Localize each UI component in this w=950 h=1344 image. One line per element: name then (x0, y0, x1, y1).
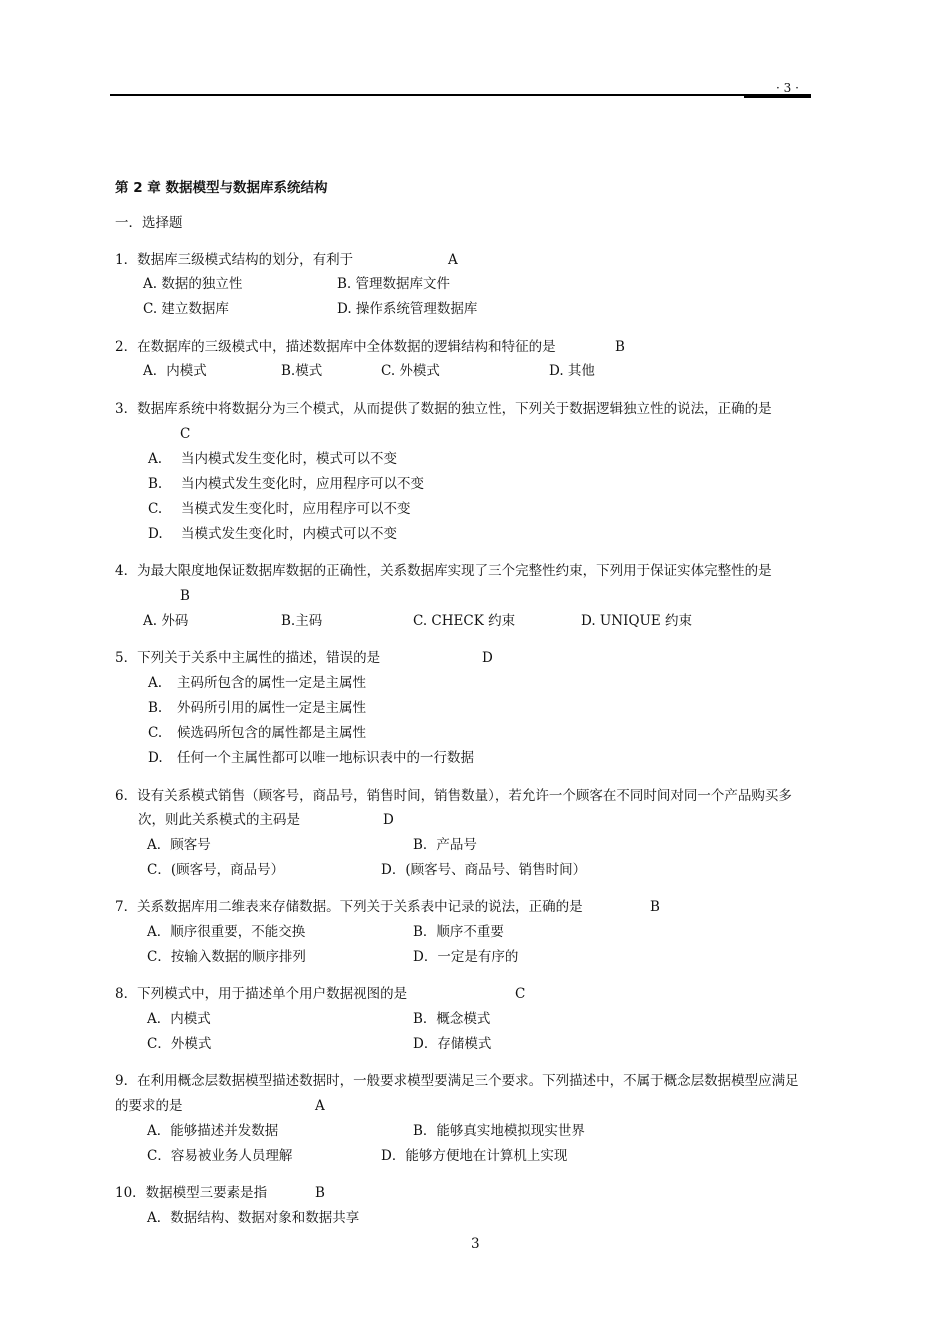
question-stem: 5．下列关于关系中主属性的描述，错误的是 (115, 650, 381, 666)
option-a-letter: A. (148, 451, 163, 467)
option-b: B. 管理数据库文件 (337, 276, 451, 292)
header-rule-accent (744, 96, 811, 98)
question-answer: B (315, 1185, 325, 1201)
question-answer: B (615, 339, 625, 355)
question-answer: A (448, 252, 458, 268)
header-rule (110, 94, 811, 96)
option-c-letter: C. (148, 725, 163, 741)
option-d-letter: D. (148, 526, 163, 542)
option-b: B．能够真实地模拟现实世界 (413, 1123, 585, 1139)
question-answer: D (383, 812, 394, 828)
option-b: B.主码 (281, 613, 323, 629)
option-b-text: 当内模式发生变化时，应用程序可以不变 (181, 476, 424, 492)
option-c-text: 候选码所包含的属性都是主属性 (177, 725, 366, 741)
option-d-letter: D. (148, 750, 163, 766)
option-d: D．能够方便地在计算机上实现 (381, 1148, 568, 1164)
option-c: C. 建立数据库 (143, 301, 229, 317)
header-page-mark: · 3 · (776, 81, 799, 95)
option-c: C．容易被业务人员理解 (147, 1148, 293, 1164)
option-d-text: 当模式发生变化时，内模式可以不变 (181, 526, 397, 542)
question-stem: 10．数据模型三要素是指 (115, 1185, 268, 1201)
option-c-letter: C. (148, 501, 163, 517)
question-answer: A (315, 1098, 325, 1114)
option-b: B.模式 (281, 363, 323, 379)
option-d: D. 操作系统管理数据库 (337, 301, 478, 317)
option-d-text: 任何一个主属性都可以唯一地标识表中的一行数据 (177, 750, 474, 766)
option-c: C. 外模式 (381, 363, 440, 379)
option-a-text: 当内模式发生变化时，模式可以不变 (181, 451, 397, 467)
section-title: 一．选择题 (115, 215, 183, 231)
chapter-title: 第 2 章 数据模型与数据库系统结构 (115, 180, 328, 196)
question-stem: 6．设有关系模式销售（顾客号，商品号，销售时间，销售数量），若允许一个顾客在不同时间对同一个产品购买多 (115, 788, 792, 804)
option-c: C．外模式 (147, 1036, 212, 1052)
option-a-text: 主码所包含的属性一定是主属性 (177, 675, 366, 691)
option-c-text: 当模式发生变化时，应用程序可以不变 (181, 501, 411, 517)
question-stem: 7．关系数据库用二维表来存储数据。下列关于关系表中记录的说法，正确的是 (115, 899, 583, 915)
option-a: A．能够描述并发数据 (147, 1123, 279, 1139)
option-b: B．概念模式 (413, 1011, 491, 1027)
question-stem: 1．数据库三级模式结构的划分，有利于 (115, 252, 354, 268)
question-stem: 9．在利用概念层数据模型描述数据时，一般要求模型要满足三个要求。下列描述中，不属于概念层数据模型应满足 (115, 1073, 799, 1089)
option-b: B．顺序不重要 (413, 924, 504, 940)
option-b-text: 外码所引用的属性一定是主属性 (177, 700, 366, 716)
option-a: A. 外码 (143, 613, 189, 629)
option-b: B．产品号 (413, 837, 477, 853)
question-answer: D (482, 650, 493, 666)
option-c: C．(顾客号，商品号） (147, 862, 285, 878)
option-d: D．(顾客号、商品号、销售时间） (381, 862, 587, 878)
option-a: A. 数据的独立性 (143, 276, 243, 292)
question-answer: C (515, 986, 526, 1002)
question-stem: 2．在数据库的三级模式中，描述数据库中全体数据的逻辑结构和特征的是 (115, 339, 556, 355)
option-c: C. CHECK 约束 (413, 613, 516, 629)
option-a: A．内模式 (147, 1011, 211, 1027)
question-stem-continued: 的要求的是 (115, 1098, 183, 1114)
option-a: A．顺序很重要，不能交换 (147, 924, 306, 940)
option-d: D. 其他 (549, 363, 595, 379)
option-d: D．一定是有序的 (413, 949, 519, 965)
option-a-letter: A. (148, 675, 163, 691)
option-d: D. UNIQUE 约束 (581, 613, 693, 629)
question-answer: B (180, 588, 190, 604)
question-stem: 4．为最大限度地保证数据库数据的正确性，关系数据库实现了三个完整性约束，下列用于保证实体完整性的是 (115, 563, 772, 579)
question-answer: B (650, 899, 660, 915)
question-stem-continued: 次，则此关系模式的主码是 (138, 812, 300, 828)
question-stem: 3．数据库系统中将数据分为三个模式，从而提供了数据的独立性，下列关于数据逻辑独立性的说法，正确的是 (115, 401, 772, 417)
question-answer: C (180, 426, 191, 442)
option-c: C．按输入数据的顺序排列 (147, 949, 306, 965)
footer-page-number: 3 (471, 1236, 480, 1252)
option-b-letter: B. (148, 476, 163, 492)
question-stem: 8．下列模式中，用于描述单个用户数据视图的是 (115, 986, 408, 1002)
option-d: D．存储模式 (413, 1036, 492, 1052)
option-b-letter: B. (148, 700, 163, 716)
option-a: A．内模式 (143, 363, 207, 379)
option-a: A．数据结构、数据对象和数据共享 (147, 1210, 360, 1226)
option-a: A．顾客号 (147, 837, 211, 853)
